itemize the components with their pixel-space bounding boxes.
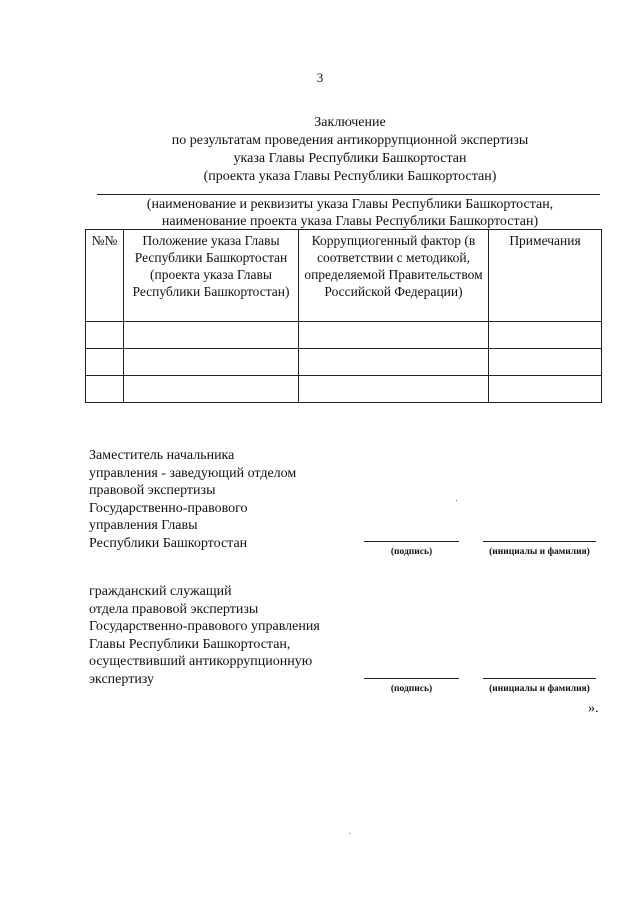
title-line: (проекта указа Главы Республики Башкортостан) (203, 169, 497, 184)
name-hint: (инициалы и фамилия) (489, 684, 590, 694)
expertise-table (85, 229, 602, 403)
signatory-line: Республики Башкортостан (89, 535, 248, 551)
table-cell (124, 322, 299, 349)
signatory-line: отдела правовой экспертизы (89, 601, 259, 617)
table-cell (86, 322, 124, 349)
caption-line: (наименование и реквизиты указа Главы Республики Башкортостан, (146, 197, 554, 212)
signatory-line: гражданский служащий (89, 584, 232, 599)
table-cell (299, 376, 489, 403)
caption-line: наименование проекта указа Главы Республики Башкортостан) (161, 214, 539, 229)
signatory-line: Заместитель начальника (89, 448, 235, 463)
title-line: указа Главы Республики Башкортостан (233, 151, 467, 166)
table-row (86, 376, 602, 403)
signatory-line: управления Главы (89, 518, 198, 534)
table-row (86, 349, 602, 376)
signatory-title-civil-servant (89, 583, 320, 689)
signatory-line: Государственно-правового управления (89, 619, 320, 635)
column-header-provision: Положение указа Главы Республики Башкортостан (проекта указа Главы Республики Башкортостан) (124, 230, 299, 322)
table-row (86, 322, 602, 349)
page-number: 3 (316, 70, 324, 85)
scan-speck (349, 833, 350, 834)
table-header-row (86, 230, 602, 322)
column-header-corruption-factor: Коррупциогенный фактор (в соответствии с методикой, определяемой Правительством Российской Федерации) (299, 230, 489, 322)
table-cell (299, 349, 489, 376)
signatory-line: Государственно-правового (89, 500, 248, 516)
signatory-line: Главы Республики Башкортостан, (89, 636, 291, 652)
signature-line (364, 678, 459, 679)
signature-hint: (подпись) (390, 547, 433, 557)
document-title (90, 114, 610, 186)
table-cell (124, 376, 299, 403)
signatory-line: осуществивший антикоррупционную (89, 654, 313, 670)
signatory-title-deputy-head (89, 447, 296, 553)
name-hint: (инициалы и фамилия) (489, 547, 590, 557)
signatory-line: управления - заведующий отделом (89, 465, 297, 481)
table-cell (489, 349, 602, 376)
table-cell (124, 349, 299, 376)
scan-speck (456, 500, 457, 501)
table-cell (86, 349, 124, 376)
signature-hint: (подпись) (390, 684, 433, 694)
table-cell (489, 376, 602, 403)
name-line (483, 678, 596, 679)
signatory-line: экспертизу (89, 671, 155, 687)
table-cell (489, 322, 602, 349)
column-header-notes: Примечания (489, 230, 602, 322)
closing-quote: ». (588, 701, 599, 716)
title-line: Заключение (314, 115, 386, 130)
fill-in-line (97, 194, 600, 195)
column-header-number: №№ (86, 230, 124, 322)
table-cell (299, 322, 489, 349)
signatory-line: правовой экспертизы (89, 483, 216, 499)
title-line: по результатам проведения антикоррупционной экспертизы (171, 133, 529, 148)
fill-in-caption (90, 196, 610, 230)
table-cell (86, 376, 124, 403)
signature-line (364, 541, 459, 542)
name-line (483, 541, 596, 542)
